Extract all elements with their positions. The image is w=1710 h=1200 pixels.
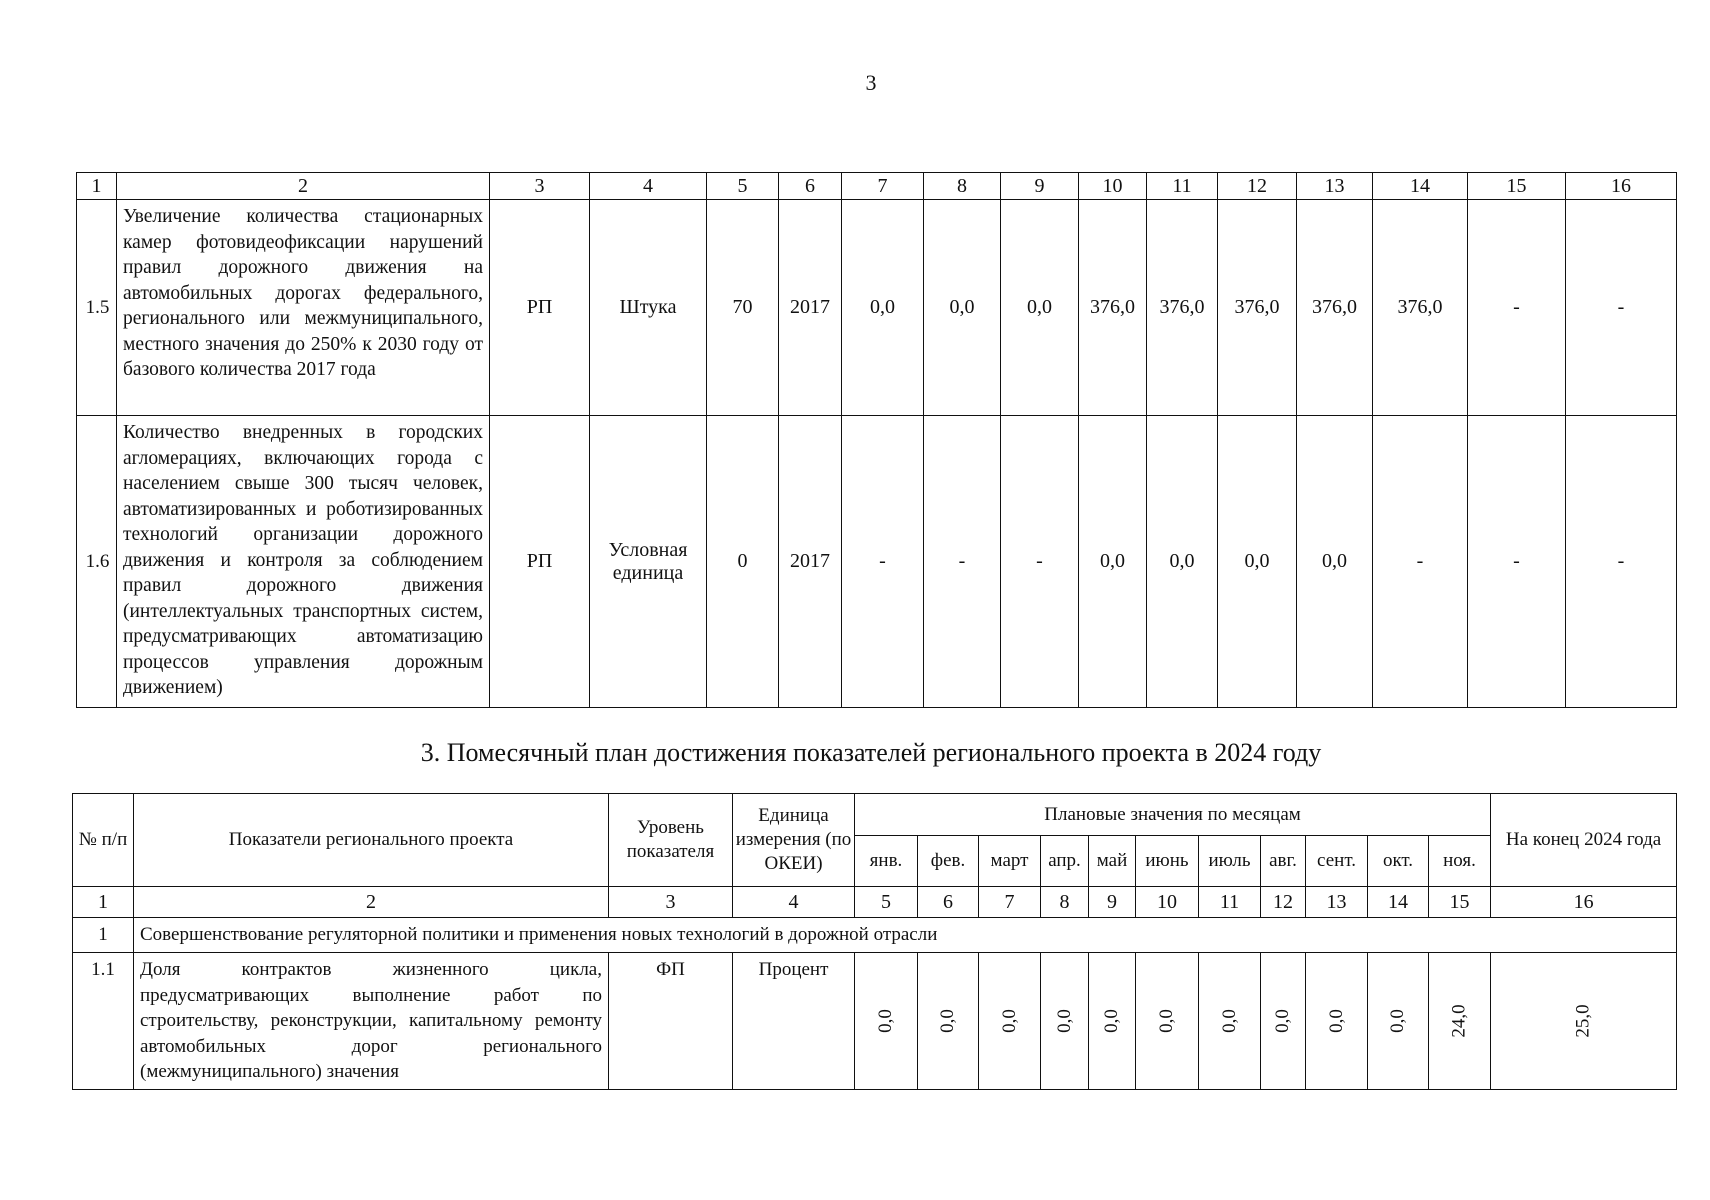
month-label: фев. — [918, 836, 979, 887]
month-value-cell — [1261, 953, 1306, 1090]
section-number: 1 — [73, 918, 134, 953]
period-value: 0,0 — [1297, 416, 1373, 708]
column-number: 11 — [1199, 887, 1261, 918]
period-value: - — [1566, 200, 1677, 416]
period-value: - — [1373, 416, 1468, 708]
indicator-level: РП — [490, 200, 590, 416]
period-value: 0,0 — [924, 200, 1001, 416]
month-value-cell — [1368, 953, 1429, 1090]
month-value: 0,0 — [937, 1008, 958, 1033]
column-number: 8 — [924, 173, 1001, 200]
month-value-cell — [1306, 953, 1368, 1090]
month-value: 0,0 — [1156, 1008, 1177, 1033]
period-value: - — [1566, 416, 1677, 708]
month-label: янв. — [855, 836, 918, 887]
month-value-cell — [1089, 953, 1136, 1090]
header-unit: Единица измерения (по ОКЕИ) — [733, 794, 855, 887]
end-of-year-value: 25,0 — [1572, 1004, 1594, 1038]
period-value: 376,0 — [1297, 200, 1373, 416]
column-number: 14 — [1368, 887, 1429, 918]
month-value-cell — [979, 953, 1041, 1090]
month-label: сент. — [1306, 836, 1368, 887]
column-numbering-row — [73, 887, 1677, 918]
month-value: 0,0 — [998, 1008, 1020, 1033]
month-value: 24,0 — [1448, 1004, 1470, 1038]
period-value: 376,0 — [1373, 200, 1468, 416]
period-value: - — [1468, 200, 1566, 416]
header-row — [73, 794, 1677, 836]
month-label: июль — [1199, 836, 1261, 887]
header-indicators: Показатели регионального проекта — [134, 794, 609, 887]
base-value: 0 — [707, 416, 779, 708]
column-number: 15 — [1429, 887, 1491, 918]
section-name: Совершенствование регуляторной политики и применения новых технологий в дорожной отрасли — [134, 918, 1677, 953]
section-row — [73, 918, 1677, 953]
period-value: - — [1468, 416, 1566, 708]
column-number: 15 — [1468, 173, 1566, 200]
column-number: 16 — [1566, 173, 1677, 200]
indicator-unit: Условная единица — [590, 416, 707, 708]
period-value: - — [924, 416, 1001, 708]
month-label: апр. — [1041, 836, 1089, 887]
column-number: 7 — [842, 173, 924, 200]
month-label: июнь — [1136, 836, 1199, 887]
column-number: 5 — [855, 887, 918, 918]
period-value: 0,0 — [1218, 416, 1297, 708]
row-number: 1.1 — [73, 953, 134, 1090]
period-value: 0,0 — [1001, 200, 1079, 416]
column-number: 3 — [609, 887, 733, 918]
indicator-level: РП — [490, 416, 590, 708]
table-row — [77, 416, 1677, 708]
period-value: 376,0 — [1218, 200, 1297, 416]
column-number: 8 — [1041, 887, 1089, 918]
column-number: 1 — [77, 173, 117, 200]
indicator-unit: Процент — [733, 953, 855, 1090]
header-plan: Плановые значения по месяцам — [855, 794, 1491, 836]
column-number: 3 — [490, 173, 590, 200]
indicator-unit: Штука — [590, 200, 707, 416]
end-value-cell — [1491, 953, 1677, 1090]
indicator-name: Количество внедренных в городских агломерациях, включающих города с населением свыше 300 тысяч человек, автоматизированных и роботизированных технологий организации дорожного движения и контроля за соблюдением правил дорожного движения (интеллектуальных транспортных систем, предусматривающих автоматизацию процессов управления дорожным движением) — [117, 416, 490, 708]
indicators-table — [76, 172, 1677, 708]
month-value: 0,0 — [875, 1008, 896, 1033]
column-number: 12 — [1218, 173, 1297, 200]
column-numbering-row — [77, 173, 1677, 200]
header-end-of-year: На конец 2024 года — [1491, 794, 1677, 887]
indicator-name: Увеличение количества стационарных камер фотовидеофиксации нарушений правил дорожного движения на автомобильных дорогах федерального, регионального или межмуниципального, местного значения до 250% к 2030 году от базового количества 2017 года — [117, 200, 490, 416]
header-level: Уровень показателя — [609, 794, 733, 887]
month-value-cell — [1136, 953, 1199, 1090]
period-value: - — [842, 416, 924, 708]
period-value: 0,0 — [1079, 416, 1147, 708]
column-number: 6 — [779, 173, 842, 200]
month-value: 0,0 — [1218, 1008, 1240, 1033]
base-year: 2017 — [779, 200, 842, 416]
row-number: 1.6 — [77, 416, 117, 708]
header-num: № п/п — [73, 794, 134, 887]
indicator-level: ФП — [609, 953, 733, 1090]
column-number: 10 — [1136, 887, 1199, 918]
month-label: авг. — [1261, 836, 1306, 887]
table-row — [73, 953, 1677, 1090]
page-number: 3 — [865, 70, 877, 95]
base-year: 2017 — [779, 416, 842, 708]
month-value-cell — [1199, 953, 1261, 1090]
base-value: 70 — [707, 200, 779, 416]
section-title: 3. Помесячный план достижения показателей регионального проекта в 2024 году — [420, 738, 1322, 767]
column-number: 12 — [1261, 887, 1306, 918]
month-value-cell — [855, 953, 918, 1090]
table-row — [77, 200, 1677, 416]
column-number: 14 — [1373, 173, 1468, 200]
month-label: май — [1089, 836, 1136, 887]
column-number: 4 — [733, 887, 855, 918]
column-number: 16 — [1491, 887, 1677, 918]
month-value-cell — [1429, 953, 1491, 1090]
column-number: 4 — [590, 173, 707, 200]
month-label: ноя. — [1429, 836, 1491, 887]
month-label: окт. — [1368, 836, 1429, 887]
month-value: 0,0 — [1053, 1008, 1075, 1033]
column-number: 2 — [134, 887, 609, 918]
column-number: 7 — [979, 887, 1041, 918]
month-label: март — [979, 836, 1041, 887]
month-value: 0,0 — [1325, 1008, 1347, 1033]
period-value: 376,0 — [1147, 200, 1218, 416]
monthly-plan-table — [72, 793, 1677, 1090]
column-number: 13 — [1297, 173, 1373, 200]
period-value: 376,0 — [1079, 200, 1147, 416]
column-number: 5 — [707, 173, 779, 200]
column-number: 6 — [918, 887, 979, 918]
indicator-name: Доля контрактов жизненного цикла, предусматривающих выполнение работ по строительству, реконструкции, капитальному ремонту автомобильных дорог регионального (межмуниципального) значения — [134, 953, 609, 1090]
column-number: 2 — [117, 173, 490, 200]
column-number: 11 — [1147, 173, 1218, 200]
period-value: - — [1001, 416, 1079, 708]
column-number: 13 — [1306, 887, 1368, 918]
period-value: 0,0 — [842, 200, 924, 416]
column-number: 9 — [1001, 173, 1079, 200]
month-value-cell — [1041, 953, 1089, 1090]
row-number: 1.5 — [77, 200, 117, 416]
column-number: 1 — [73, 887, 134, 918]
period-value: 0,0 — [1147, 416, 1218, 708]
month-value: 0,0 — [1101, 1008, 1122, 1033]
column-number: 10 — [1079, 173, 1147, 200]
column-number: 9 — [1089, 887, 1136, 918]
month-value: 0,0 — [1387, 1008, 1408, 1033]
month-value: 0,0 — [1272, 1008, 1293, 1033]
month-value-cell — [918, 953, 979, 1090]
